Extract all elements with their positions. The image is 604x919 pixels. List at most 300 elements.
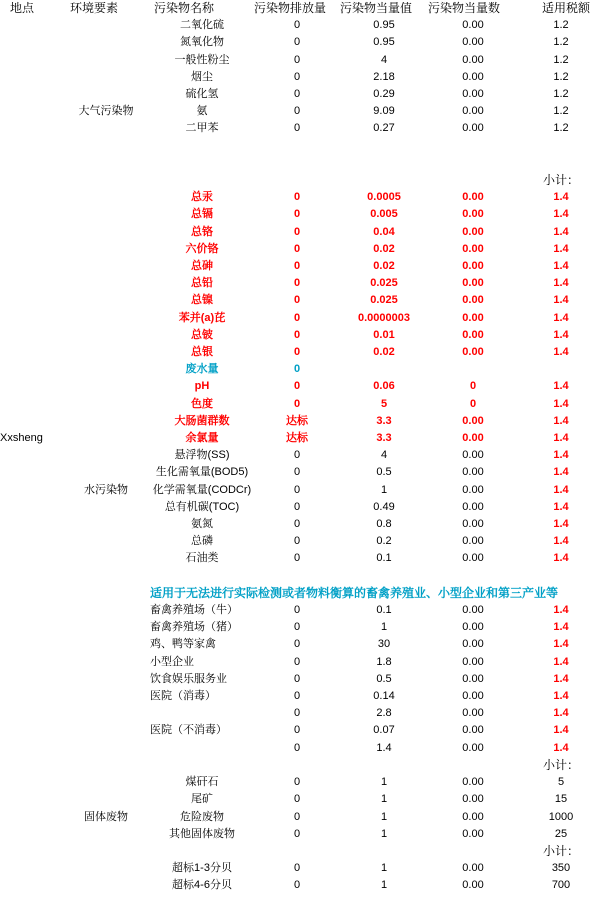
table-row — [0, 482, 604, 499]
cell-env-factor — [62, 619, 150, 636]
cell-equivalent-number: 0.00 — [462, 707, 484, 720]
cell-location — [0, 447, 62, 464]
header-equivalent-number: 污染物当量数 — [428, 1, 501, 15]
cell-env-factor — [62, 327, 150, 344]
table-row — [0, 740, 604, 757]
table-row — [0, 120, 604, 137]
cell-equivalent-number: 0.00 — [462, 810, 484, 823]
cell-pollutant-name: 总有机碳(TOC) — [164, 500, 240, 513]
cell-emission: 0 — [293, 88, 301, 101]
table-row — [0, 189, 604, 206]
cell-equivalent-value: 0.005 — [370, 208, 398, 221]
cell-equivalent-number: 0.00 — [462, 690, 484, 703]
cell-pollutant-name: 总镍 — [191, 294, 213, 307]
table-row — [0, 34, 604, 51]
cell-pollutant-name: 尾矿 — [191, 793, 213, 806]
cell-tax-rate: 1.4 — [553, 535, 569, 548]
cell-location — [0, 413, 62, 430]
table-row — [0, 310, 604, 327]
cell-env-factor — [62, 447, 150, 464]
cell-pollutant-name: 生化需氧量(BOD5) — [155, 466, 249, 479]
cell-equivalent-number: 0.00 — [462, 604, 484, 617]
table-row — [0, 826, 604, 843]
cell-emission: 0 — [293, 552, 301, 565]
cell-equivalent-number: 0.00 — [462, 432, 484, 445]
cell-equivalent-number: 0.00 — [462, 414, 484, 427]
cell-emission: 0 — [293, 328, 301, 341]
cell-equivalent-value: 0.025 — [370, 294, 398, 307]
cell-emission: 0 — [293, 535, 301, 548]
cell-equivalent-number: 0.00 — [462, 208, 484, 221]
cell-location — [0, 722, 62, 739]
cell-equivalent-number: 0.00 — [462, 225, 484, 238]
cell-equivalent-value: 3.3 — [376, 432, 392, 445]
cell-tax-rate: 1.4 — [553, 311, 569, 324]
table-row — [0, 17, 604, 34]
cell-env-factor — [62, 533, 150, 550]
cell-tax-rate: 1.4 — [553, 604, 569, 617]
cell-empty — [62, 155, 150, 172]
cell-pollutant-name: 色度 — [191, 397, 213, 410]
cell-equivalent-value: 1 — [380, 879, 388, 892]
cell-env-factor — [62, 310, 150, 327]
table-row — [0, 705, 604, 722]
cell-emission: 0 — [293, 242, 301, 255]
cell-equivalent-number: 0.00 — [462, 638, 484, 651]
cell-emission: 0 — [293, 638, 301, 651]
cell-tax-rate: 1.2 — [553, 70, 569, 83]
table-row — [0, 292, 604, 309]
table-row — [0, 533, 604, 550]
cell-env-factor — [62, 292, 150, 309]
cell-env-factor — [62, 860, 150, 877]
table-row — [0, 671, 604, 688]
cell-equivalent-number: 0.00 — [462, 535, 484, 548]
table-row — [0, 654, 604, 671]
cell-equivalent-value: 1.8 — [376, 655, 392, 668]
cell-equivalent-value: 0.29 — [373, 88, 395, 101]
cell-equivalent-number: 0.00 — [462, 466, 484, 479]
cell-empty — [62, 138, 150, 155]
cell-empty — [0, 585, 62, 602]
cell-env-factor — [62, 430, 150, 447]
cell-tax-rate: 1.4 — [553, 621, 569, 634]
cell-empty — [340, 155, 428, 172]
cell-location — [0, 258, 62, 275]
table-row — [0, 86, 604, 103]
cell-location — [0, 654, 62, 671]
cell-location — [0, 241, 62, 258]
cell-tax-rate: 1.4 — [553, 414, 569, 427]
cell-equivalent-value: 0.49 — [373, 500, 395, 513]
cell-pollutant-name: 总铬 — [191, 225, 213, 238]
cell-equivalent-number: 0 — [469, 380, 477, 393]
cell-pollutant-name: 畜禽养殖场（猪） — [150, 621, 238, 634]
cell-location — [0, 344, 62, 361]
cell-equivalent-number: 0 — [469, 397, 477, 410]
cell-empty — [0, 843, 62, 860]
cell-tax-rate: 1.4 — [553, 707, 569, 720]
cell-empty — [62, 757, 150, 774]
cell-tax-rate: 1.2 — [553, 19, 569, 32]
cell-location — [0, 705, 62, 722]
cell-location — [0, 224, 62, 241]
table-row — [0, 688, 604, 705]
cell-pollutant-name: 总铅 — [191, 277, 213, 290]
cell-equivalent-value: 1.4 — [376, 741, 392, 754]
cell-tax-rate: 1.4 — [553, 397, 569, 410]
spacer-row — [0, 757, 604, 774]
cell-tax-rate: 1.2 — [553, 105, 569, 118]
cell-equivalent-value: 1 — [380, 483, 388, 496]
cell-emission: 0 — [293, 655, 301, 668]
cell-equivalent-value: 0.0005 — [367, 191, 401, 204]
cell-env-factor — [62, 86, 150, 103]
table-row — [0, 327, 604, 344]
cell-emission: 0 — [293, 225, 301, 238]
cell-equivalent-value: 0.04 — [373, 225, 395, 238]
air-subtotal-label: 小计： — [542, 173, 579, 187]
cell-equivalent-number: 0.00 — [462, 672, 484, 685]
cell-tax-rate: 1.2 — [553, 122, 569, 135]
cell-equivalent-number: 0.00 — [462, 518, 484, 531]
cell-equivalent-value: 0.1 — [376, 552, 392, 565]
cell-equivalent-number: 0.00 — [462, 724, 484, 737]
cell-location — [0, 378, 62, 395]
cell-equivalent-number: 0.00 — [462, 776, 484, 789]
cell-equivalent-number: 0.00 — [462, 277, 484, 290]
cell-equivalent-number: 0.00 — [462, 191, 484, 204]
cell-tax-rate: 1.4 — [553, 638, 569, 651]
cell-pollutant-name: 危险废物 — [180, 810, 224, 823]
cell-empty — [340, 138, 428, 155]
cell-emission: 0 — [293, 724, 301, 737]
cell-empty — [428, 757, 518, 774]
cell-emission: 0 — [293, 793, 301, 806]
header-location: 地点 — [10, 1, 35, 15]
cell-pollutant-name: 化学需氧量(CODCr) — [152, 483, 252, 496]
cell-location — [0, 533, 62, 550]
cell-env-factor — [62, 258, 150, 275]
cell-location — [0, 791, 62, 808]
cell-location — [0, 809, 62, 826]
cell-empty — [254, 138, 340, 155]
cell-location — [0, 396, 62, 413]
cell-empty — [150, 172, 254, 189]
cell-equivalent-value — [340, 361, 428, 378]
cell-emission: 0 — [293, 500, 301, 513]
table-row — [0, 361, 604, 378]
cell-tax-rate: 1.4 — [553, 741, 569, 754]
cell-env-factor — [62, 396, 150, 413]
cell-env-factor — [62, 877, 150, 894]
cell-equivalent-number: 0.00 — [462, 19, 484, 32]
cell-equivalent-number: 0.00 — [462, 483, 484, 496]
spacer-row — [0, 172, 604, 189]
cell-location — [0, 860, 62, 877]
table-header-row — [0, 0, 604, 17]
cell-empty — [150, 843, 254, 860]
cell-empty — [518, 138, 604, 155]
cell-equivalent-number: 0.00 — [462, 70, 484, 83]
cell-empty — [0, 172, 62, 189]
cell-equivalent-number: 0.00 — [462, 328, 484, 341]
cell-empty — [428, 138, 518, 155]
cell-emission: 0 — [293, 346, 301, 359]
cell-pollutant-name: 小型企业 — [150, 655, 194, 668]
cell-pollutant-name: 总磷 — [191, 535, 213, 548]
cell-tax-rate: 1.4 — [553, 483, 569, 496]
cell-equivalent-number: 0.00 — [462, 621, 484, 634]
cell-tax-rate: 15 — [554, 793, 568, 806]
cell-env-factor — [62, 241, 150, 258]
cell-pollutant-name: 废水量 — [185, 363, 219, 376]
cell-pollutant-name: 氮氧化物 — [180, 36, 224, 49]
table-row — [0, 241, 604, 258]
cell-emission: 0 — [293, 36, 301, 49]
cell-env-factor — [62, 654, 150, 671]
table-row — [0, 224, 604, 241]
cell-equivalent-number: 0.00 — [462, 53, 484, 66]
cell-location — [0, 120, 62, 137]
cell-equivalent-value: 3.3 — [376, 414, 392, 427]
cell-empty — [340, 172, 428, 189]
table-row — [0, 413, 604, 430]
cell-tax-rate: 1.4 — [553, 191, 569, 204]
cell-env-factor — [62, 52, 150, 69]
cell-pollutant-name: 二氧化硫 — [180, 19, 224, 32]
table-row — [0, 550, 604, 567]
cell-equivalent-number: 0.00 — [462, 105, 484, 118]
table-row — [0, 275, 604, 292]
cell-emission: 0 — [293, 19, 301, 32]
cell-location: Xxsheng — [0, 432, 43, 445]
cell-emission: 0 — [293, 397, 301, 410]
cell-pollutant-name: 大肠菌群数 — [174, 414, 230, 427]
cell-location — [0, 550, 62, 567]
cell-equivalent-value: 4 — [380, 449, 388, 462]
cell-emission: 0 — [293, 208, 301, 221]
cell-empty — [0, 138, 62, 155]
cell-pollutant-name: 悬浮物(SS) — [174, 449, 230, 462]
table-row — [0, 344, 604, 361]
cell-location — [0, 671, 62, 688]
table-row — [0, 809, 604, 826]
cell-env-factor — [62, 671, 150, 688]
table-row — [0, 636, 604, 653]
cell-location — [0, 327, 62, 344]
cell-empty — [428, 172, 518, 189]
cell-location — [0, 69, 62, 86]
cell-emission: 0 — [293, 621, 301, 634]
cell-emission: 0 — [293, 380, 301, 393]
cell-equivalent-number — [428, 361, 518, 378]
cell-env-factor — [62, 636, 150, 653]
cell-location — [0, 826, 62, 843]
cell-env-factor — [62, 206, 150, 223]
cell-empty — [150, 155, 254, 172]
spacer-row — [0, 843, 604, 860]
cell-empty — [254, 155, 340, 172]
cell-tax-rate: 1.4 — [553, 346, 569, 359]
cell-tax-rate: 1.4 — [553, 690, 569, 703]
cell-equivalent-value: 0.01 — [373, 328, 395, 341]
spacer-row — [0, 155, 604, 172]
cell-tax-rate: 1.4 — [553, 328, 569, 341]
cell-env-factor — [62, 791, 150, 808]
cell-location — [0, 310, 62, 327]
spacer-row — [0, 568, 604, 585]
cell-env-factor — [62, 705, 150, 722]
cell-env-factor — [62, 826, 150, 843]
cell-env-factor — [62, 602, 150, 619]
table-row — [0, 619, 604, 636]
table-row — [0, 103, 604, 120]
cell-location — [0, 17, 62, 34]
cell-emission: 0 — [293, 122, 301, 135]
cell-equivalent-value: 0.14 — [373, 690, 395, 703]
cell-location — [0, 688, 62, 705]
cell-tax-rate — [518, 361, 604, 378]
cell-location — [0, 877, 62, 894]
cell-equivalent-number: 0.00 — [462, 862, 484, 875]
table-row — [0, 396, 604, 413]
cell-tax-rate: 700 — [551, 879, 571, 892]
cell-location — [0, 482, 62, 499]
cell-tax-rate: 1.4 — [553, 277, 569, 290]
cell-tax-rate: 1.4 — [553, 655, 569, 668]
cell-emission: 达标 — [286, 432, 308, 445]
cell-location — [0, 740, 62, 757]
cell-equivalent-value: 1 — [380, 793, 388, 806]
table-row — [0, 877, 604, 894]
cell-equivalent-value: 0.0000003 — [358, 311, 410, 324]
cell-env-factor: 水污染物 — [84, 483, 128, 496]
cell-equivalent-number: 0.00 — [462, 552, 484, 565]
cell-equivalent-number: 0.00 — [462, 242, 484, 255]
cell-tax-rate: 1.4 — [553, 294, 569, 307]
cell-pollutant-name: 总砷 — [191, 260, 213, 273]
cell-pollutant-name: 饮食娱乐服务业 — [150, 672, 227, 685]
solid-subtotal-label: 小计： — [542, 843, 579, 858]
cell-env-factor — [62, 361, 150, 378]
cell-equivalent-number: 0.00 — [462, 449, 484, 462]
cell-pollutant-name — [150, 705, 254, 722]
header-pollutant-name: 污染物名称 — [154, 1, 215, 15]
cell-empty — [518, 155, 604, 172]
cell-equivalent-value: 0.95 — [373, 36, 395, 49]
table-row — [0, 206, 604, 223]
cell-equivalent-value: 2.8 — [376, 707, 392, 720]
header-equivalent-value: 污染物当量值 — [340, 1, 413, 15]
cell-env-factor — [62, 413, 150, 430]
cell-equivalent-value: 0.95 — [373, 19, 395, 32]
cell-empty — [340, 757, 428, 774]
cell-equivalent-value: 1 — [380, 810, 388, 823]
cell-emission: 0 — [293, 277, 301, 290]
cell-equivalent-number: 0.00 — [462, 122, 484, 135]
cell-equivalent-value: 0.02 — [373, 260, 395, 273]
cell-location — [0, 361, 62, 378]
table-row — [0, 516, 604, 533]
cell-emission: 0 — [293, 879, 301, 892]
header-tax-rate: 适用税额 — [542, 1, 591, 15]
cell-emission: 0 — [293, 105, 301, 118]
cell-pollutant-name: 二甲苯 — [185, 122, 219, 135]
cell-empty — [518, 568, 604, 585]
cell-empty — [0, 568, 62, 585]
cell-pollutant-name: 总镉 — [191, 208, 213, 221]
cell-location — [0, 464, 62, 481]
cell-env-factor — [62, 516, 150, 533]
table-row — [0, 52, 604, 69]
cell-equivalent-value: 0.02 — [373, 242, 395, 255]
table-row — [0, 860, 604, 877]
table-row — [0, 258, 604, 275]
cell-tax-rate: 1.4 — [553, 518, 569, 531]
table-row — [0, 464, 604, 481]
cell-pollutant-name: 其他固体废物 — [169, 827, 235, 840]
table-row — [0, 722, 604, 739]
cell-equivalent-value: 5 — [380, 397, 388, 410]
cell-emission: 0 — [293, 363, 301, 376]
cell-emission: 0 — [293, 311, 301, 324]
cell-env-factor: 固体废物 — [84, 810, 128, 823]
cell-tax-rate: 1.2 — [553, 36, 569, 49]
cell-env-factor — [62, 550, 150, 567]
cell-emission: 0 — [293, 483, 301, 496]
table-row — [0, 602, 604, 619]
cell-pollutant-name: 总铍 — [191, 328, 213, 341]
cell-tax-rate: 25 — [554, 827, 568, 840]
cell-empty — [428, 155, 518, 172]
cell-env-factor: 大气污染物 — [78, 105, 134, 118]
cell-location — [0, 86, 62, 103]
cell-empty — [254, 172, 340, 189]
water-subtotal-label: 小计： — [542, 757, 579, 772]
cell-pollutant-name: 鸡、鸭等家禽 — [150, 638, 216, 651]
cell-emission: 0 — [293, 707, 301, 720]
cell-empty — [62, 585, 150, 602]
spacer-row — [0, 138, 604, 155]
cell-pollutant-name: 六价铬 — [185, 242, 219, 255]
table-row — [0, 791, 604, 808]
cell-equivalent-value: 0.1 — [376, 604, 392, 617]
cell-equivalent-value: 0.27 — [373, 122, 395, 135]
cell-empty — [428, 568, 518, 585]
cell-env-factor — [62, 189, 150, 206]
cell-equivalent-number: 0.00 — [462, 260, 484, 273]
cell-equivalent-number: 0.00 — [462, 294, 484, 307]
cell-emission: 达标 — [286, 414, 308, 427]
cell-equivalent-value: 0.2 — [376, 535, 392, 548]
cell-env-factor — [62, 740, 150, 757]
cell-empty — [150, 757, 254, 774]
table-row — [0, 447, 604, 464]
cell-emission: 0 — [293, 810, 301, 823]
cell-empty — [428, 843, 518, 860]
cell-location — [0, 516, 62, 533]
cell-emission: 0 — [293, 862, 301, 875]
table-row — [0, 774, 604, 791]
cell-location — [0, 774, 62, 791]
cell-tax-rate: 1.4 — [553, 724, 569, 737]
cell-empty — [340, 843, 428, 860]
cell-equivalent-number: 0.00 — [462, 346, 484, 359]
cell-pollutant-name: pH — [194, 380, 210, 393]
cell-equivalent-number: 0.00 — [462, 88, 484, 101]
cell-location — [0, 189, 62, 206]
